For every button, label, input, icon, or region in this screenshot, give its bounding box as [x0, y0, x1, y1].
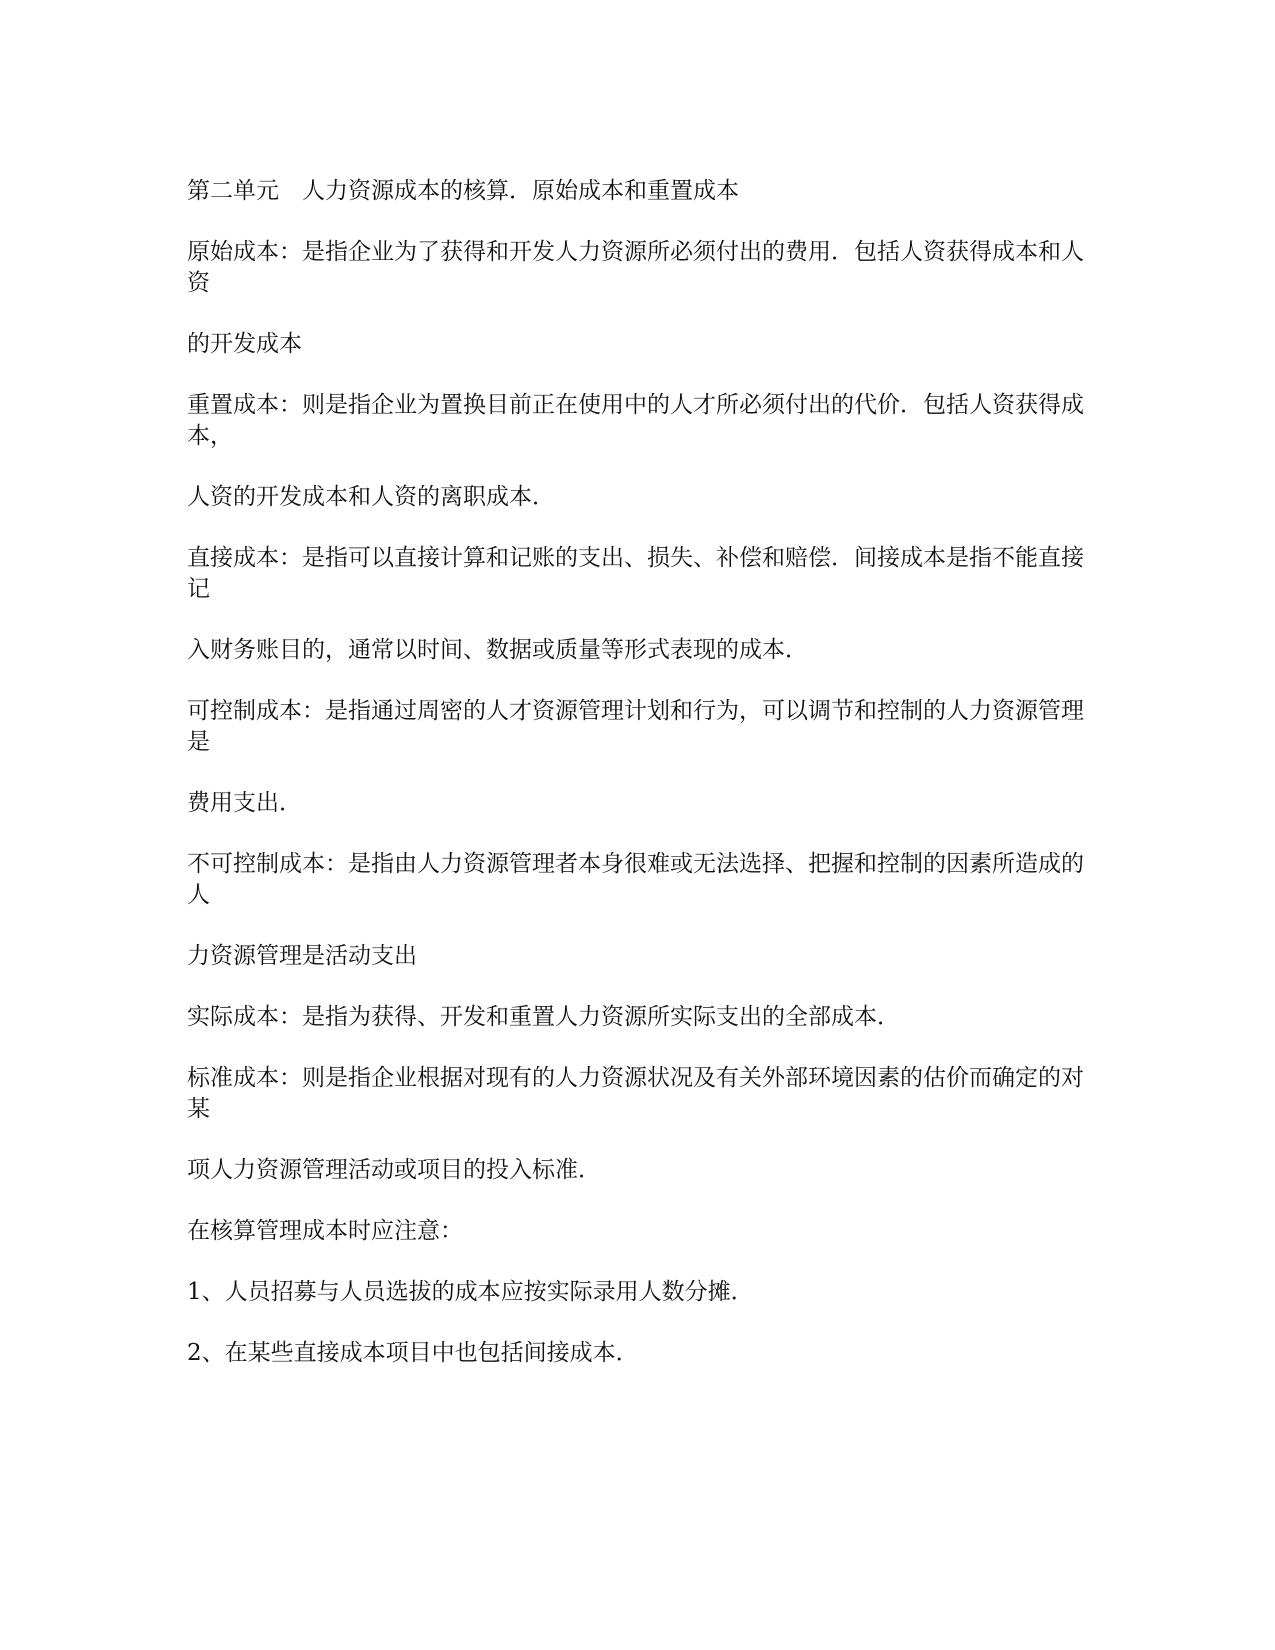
paragraph-controllable-cost-cont: 费用支出．	[187, 790, 302, 816]
paragraph-notes-heading: 在核算管理成本时应注意：	[187, 1218, 463, 1244]
section-heading: 第二单元 人力资源成本的核算．原始成本和重置成本	[187, 178, 739, 204]
paragraph-actual-cost: 实际成本：是指为获得、开发和重置人力资源所实际支出的全部成本．	[187, 1004, 900, 1030]
list-item-1: 1、人员招募与人员选拔的成本应按实际录用人数分摊．	[187, 1279, 754, 1305]
paragraph-uncontrollable-cost: 不可控制成本：是指由人力资源管理者本身很难或无法选择、把握和控制的因素所造成的人	[187, 851, 1084, 908]
paragraph-controllable-cost: 可控制成本：是指通过周密的人才资源管理计划和行为，可以调节和控制的人力资源管理是	[187, 698, 1084, 755]
document-body	[187, 176, 1087, 1399]
paragraph-standard-cost-cont: 项人力资源管理活动或项目的投入标准．	[187, 1157, 601, 1183]
paragraph-original-cost: 原始成本：是指企业为了获得和开发人力资源所必须付出的费用．包括人资获得成本和人资	[187, 239, 1084, 296]
paragraph-replacement-cost-cont: 人资的开发成本和人资的离职成本．	[187, 484, 555, 510]
paragraph-uncontrollable-cost-cont: 力资源管理是活动支出	[187, 943, 417, 969]
paragraph-direct-cost: 直接成本：是指可以直接计算和记账的支出、损失、补偿和赔偿．间接成本是指不能直接记	[187, 545, 1084, 602]
paragraph-direct-cost-cont: 入财务账目的，通常以时间、数据或质量等形式表现的成本．	[187, 637, 808, 663]
list-item-2: 2、在某些直接成本项目中也包括间接成本．	[187, 1340, 639, 1366]
paragraph-replacement-cost: 重置成本：则是指企业为置换目前正在使用中的人才所必须付出的代价．包括人资获得成本，	[187, 392, 1084, 449]
paragraph-original-cost-cont: 的开发成本	[187, 331, 302, 357]
paragraph-standard-cost: 标准成本：则是指企业根据对现有的人力资源状况及有关外部环境因素的估价而确定的对某	[187, 1065, 1084, 1122]
